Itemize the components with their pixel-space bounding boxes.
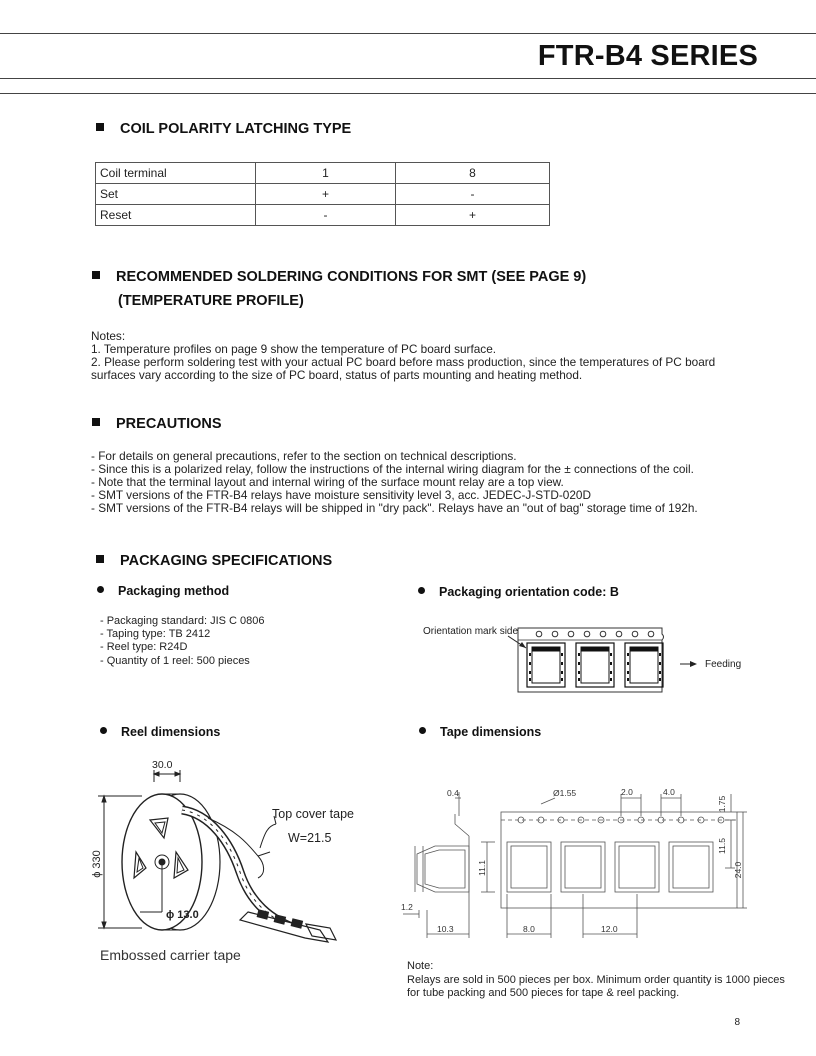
table-cell: 8 <box>396 163 550 184</box>
table-cell: Reset <box>96 205 256 226</box>
reel-dimensions-title-text: Reel dimensions <box>121 725 221 739</box>
dim-4-0: 4.0 <box>663 787 675 797</box>
packaging-note-line2: for tube packing and 500 pieces for tape & reel packing. <box>407 987 680 999</box>
square-bullet-icon <box>96 555 104 563</box>
dim-11-5: 11.5 <box>717 838 727 854</box>
table-cell: + <box>256 184 396 205</box>
reel-width-label: 30.0 <box>152 759 173 771</box>
soldering-heading-line2: (TEMPERATURE PROFILE) <box>118 293 304 309</box>
dim-24-0: 24.0 <box>733 861 743 879</box>
table-cell: Set <box>96 184 256 205</box>
packaging-method-item: - Packaging standard: JIS C 0806 <box>100 615 265 627</box>
bullet-icon <box>419 727 426 734</box>
bullet-icon <box>418 587 425 594</box>
feeding-label: Feeding <box>705 659 742 670</box>
table-cell: Coil terminal <box>96 163 256 184</box>
reel-diameter-label: ϕ 330 <box>91 850 103 878</box>
top-cover-tape-label: Top cover tape <box>272 807 354 821</box>
soldering-heading-text: RECOMMENDED SOLDERING CONDITIONS FOR SMT (SEE PAGE 9) <box>116 269 587 285</box>
precaution-item: - For details on general precautions, refer to the section on technical descriptions. <box>91 449 517 463</box>
precautions-heading <box>92 416 222 432</box>
table-cell: - <box>396 184 550 205</box>
dim-10-3: 10.3 <box>437 924 454 934</box>
dim-12-0: 12.0 <box>601 924 618 934</box>
dim-2-0: 2.0 <box>621 787 633 797</box>
tape-dimension-drawing <box>395 784 755 942</box>
bullet-icon <box>100 727 107 734</box>
precaution-item: - SMT versions of the FTR-B4 relays have moisture sensitivity level 3, acc. JEDEC-J-STD-020D <box>91 488 591 502</box>
packaging-method-item: - Taping type: TB 2412 <box>100 628 211 640</box>
packaging-method-item: - Reel type: R24D <box>100 641 188 653</box>
square-bullet-icon <box>92 418 100 426</box>
soldering-note-2-line1: 2. Please perform soldering test with your actual PC board before mass production, since the temperatures of PC board <box>91 355 716 369</box>
square-bullet-icon <box>92 271 100 279</box>
precaution-item: - Note that the terminal layout and internal wiring of the surface mount relay are a top view. <box>91 475 564 489</box>
packaging-note-line1: Relays are sold in 500 pieces per box. Minimum order quantity is 1000 pieces <box>407 974 785 986</box>
packaging-heading <box>96 553 332 569</box>
embossed-carrier-tape-label: Embossed carrier tape <box>100 947 241 963</box>
dim-8-0: 8.0 <box>523 924 535 934</box>
soldering-note-1: 1. Temperature profiles on page 9 show the temperature of PC board surface. <box>91 342 497 356</box>
table-cell: 1 <box>256 163 396 184</box>
table-header-row <box>96 163 550 184</box>
header-rule-top <box>0 33 816 34</box>
series-title: FTR-B4 SERIES <box>537 40 758 72</box>
table-row <box>96 184 550 205</box>
packaging-note-title: Note: <box>407 960 434 972</box>
reel-hub-label: ϕ 13.0 <box>166 909 199 921</box>
tape-dimensions-title <box>419 725 541 739</box>
precaution-item: - Since this is a polarized relay, follow the instructions of the internal wiring diagram for the ± connections of the coil. <box>91 462 694 476</box>
table-cell: + <box>396 205 550 226</box>
cover-tape-width-label: W=21.5 <box>288 831 332 845</box>
square-bullet-icon <box>96 123 104 131</box>
orientation-title <box>418 585 619 599</box>
header-rule-middle <box>0 78 816 79</box>
orientation-diagram <box>418 616 748 700</box>
dim-1-2: 1.2 <box>401 902 413 912</box>
orientation-mark-label: Orientation mark side <box>423 626 519 637</box>
dim-0-4: 0.4 <box>447 788 459 798</box>
packaging-method-item: - Quantity of 1 reel: 500 pieces <box>100 655 250 667</box>
bullet-icon <box>97 586 104 593</box>
dim-1-75: 1.75 <box>717 795 727 813</box>
soldering-heading <box>92 269 586 285</box>
header-rule-bottom <box>0 93 816 94</box>
coil-polarity-heading-text: COIL POLARITY LATCHING TYPE <box>120 121 352 137</box>
orientation-title-text: Packaging orientation code: B <box>439 585 619 599</box>
packaging-heading-text: PACKAGING SPECIFICATIONS <box>120 553 333 569</box>
table-row <box>96 205 550 226</box>
soldering-notes-title: Notes: <box>91 329 126 343</box>
table-cell: - <box>256 205 396 226</box>
packaging-method-title <box>97 584 229 598</box>
tape-dimensions-title-text: Tape dimensions <box>440 725 542 739</box>
page-number: 8 <box>734 1017 740 1028</box>
reel-dimensions-title <box>100 725 220 739</box>
coil-polarity-table <box>95 162 550 226</box>
packaging-method-title-text: Packaging method <box>118 584 230 598</box>
reel-diagram <box>90 752 380 972</box>
precaution-item: - SMT versions of the FTR-B4 relays will be shipped in "dry pack". Relays have an "out of bag" storage time of 192h. <box>91 501 698 515</box>
dim-11-1: 11.1 <box>477 860 487 876</box>
soldering-note-2-line2: surfaces vary according to the size of PC board, status of parts mounting and heating method. <box>91 368 583 382</box>
coil-polarity-heading <box>96 121 351 137</box>
precautions-heading-text: PRECAUTIONS <box>116 416 222 432</box>
dim-hole-diameter: Ø1.55 <box>553 788 577 798</box>
